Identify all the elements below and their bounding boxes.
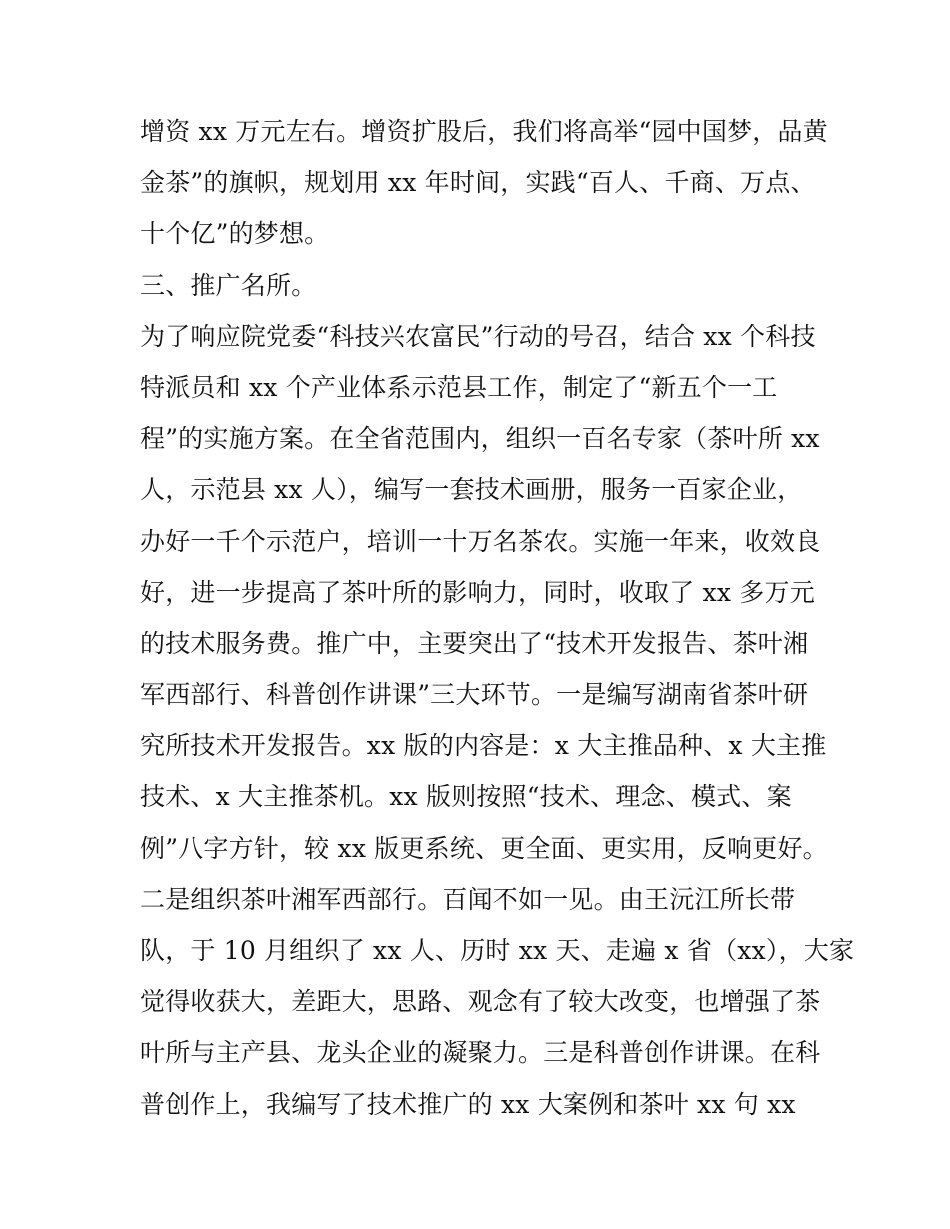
text-line: 觉得收获大，差距大，思路、观念有了较大改变，也增强了茶 — [140, 987, 821, 1017]
section-heading: 三、推广名所。 — [140, 270, 317, 300]
text-line: 普创作上，我编写了技术推广的 xx 大案例和茶叶 xx 句 xx — [140, 1089, 796, 1119]
text-line: 办好一千个示范户，培训一十万名茶农。实施一年来，收效良 — [140, 526, 821, 556]
text-line: 十个亿”的梦想。 — [140, 219, 330, 249]
document-body — [140, 106, 855, 1130]
text-line: 好，进一步提高了茶叶所的影响力，同时，收取了 xx 多万元 — [140, 577, 815, 607]
text-line: 二是组织茶叶湘军西部行。百闻不如一见。由王沅江所长带 — [140, 884, 796, 914]
text-line: 人，示范县 xx 人），编写一套技术画册，服务一百家企业， — [140, 475, 803, 505]
text-line: 技术、x 大主推茶机。xx 版则按照“技术、理念、模式、案 — [140, 782, 792, 812]
text-line: 特派员和 xx 个产业体系示范县工作，制定了“新五个一工 — [140, 372, 778, 402]
text-line: 的技术服务费。推广中，主要突出了“技术开发报告、茶叶湘 — [140, 628, 809, 658]
text-line: 程”的实施方案。在全省范围内，组织一百名专家（茶叶所 xx — [140, 424, 820, 454]
text-line: 叶所与主产县、龙头企业的凝聚力。三是科普创作讲课。在科 — [140, 1038, 821, 1068]
text-line: 金茶”的旗帜，规划用 xx 年时间，实践“百人、千商、万点、 — [140, 168, 816, 198]
text-line: 究所技术开发报告。xx 版的内容是：x 大主推品种、x 大主推 — [140, 731, 827, 761]
text-line: 增资 xx 万元左右。增资扩股后，我们将高举“园中国梦，品黄 — [140, 117, 828, 146]
text-line: 队，于 10 月组织了 xx 人、历时 xx 天、走遍 x 省（xx），大家 — [140, 936, 855, 965]
text-line: 例”八字方针，较 xx 版更系统、更全面、更实用，反响更好。 — [140, 833, 828, 863]
text-line: 为了响应院党委“科技兴农富民”行动的号召，结合 xx 个科技 — [140, 321, 816, 351]
text-line: 军西部行、科普创作讲课”三大环节。一是编写湖南省茶叶研 — [140, 680, 809, 710]
